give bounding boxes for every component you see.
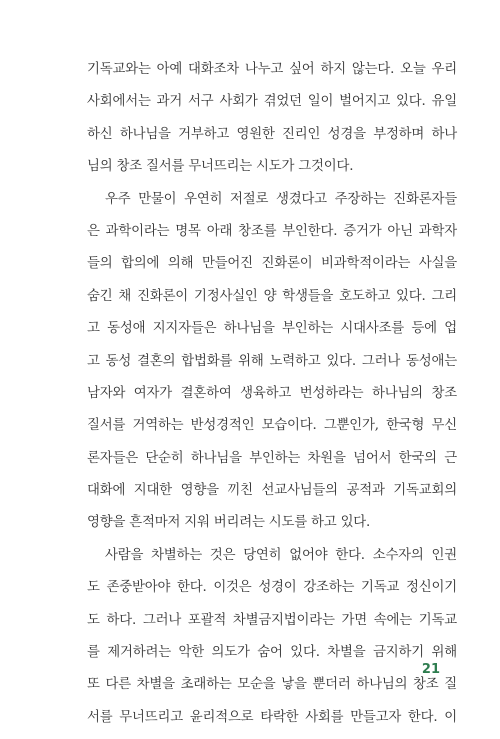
text-line: 를 제거하려는 악한 의도가 숨어 있다. 차별을 금지하기 위해 bbox=[87, 645, 457, 661]
text-line: 서를 무너뜨리고 윤리적으로 타락한 사회를 만들고자 한다. 이 bbox=[87, 709, 457, 725]
text-line: 론자들은 단순히 하나님을 부인하는 차원을 넘어서 한국의 근 bbox=[87, 450, 457, 466]
text-line: 영향을 흔적마저 지워 버리려는 시도를 하고 있다. bbox=[87, 515, 371, 531]
text-line: 또 다른 차별을 초래하는 모순을 낳을 뿐더러 하나님의 창조 질 bbox=[87, 677, 457, 693]
text-line: 은 과학이라는 명목 아래 창조를 부인한다. 증거가 아닌 과학자 bbox=[87, 223, 457, 239]
text-line: 고 동성애 지지자들은 하나님을 부인하는 시대사조를 등에 업 bbox=[87, 321, 457, 337]
text-line: 숨긴 채 진화론이 기정사실인 양 학생들을 호도하고 있다. 그리 bbox=[87, 288, 457, 304]
page-number: 21 bbox=[421, 662, 440, 677]
text-line: 들의 합의에 의해 만들어진 진화론이 비과학적이라는 사실을 bbox=[87, 256, 457, 272]
text-line: 하신 하나님을 거부하고 영원한 진리인 성경을 부정하며 하나 bbox=[87, 126, 457, 142]
text-line: 우주 만물이 우연히 저절로 생겼다고 주장하는 진화론자들 bbox=[105, 191, 457, 207]
text-line: 님의 창조 질서를 무너뜨리는 시도가 그것이다. bbox=[87, 159, 354, 175]
text-line: 고 동성 결혼의 합법화를 위해 노력하고 있다. 그러나 동성애는 bbox=[87, 353, 457, 369]
text-line: 도 존중받아야 한다. 이것은 성경이 강조하는 기독교 정신이기 bbox=[87, 580, 457, 596]
text-line: 사람을 차별하는 것은 당연히 없어야 한다. 소수자의 인권 bbox=[105, 547, 457, 563]
body-text bbox=[87, 54, 457, 734]
text-line: 질서를 거역하는 반성경적인 모습이다. 그뿐인가, 한국형 무신 bbox=[87, 418, 457, 434]
text-line: 도 하다. 그러나 포괄적 차별금지법이라는 가면 속에는 기독교 bbox=[87, 612, 457, 628]
text-line: 대화에 지대한 영향을 끼친 선교사님들의 공적과 기독교회의 bbox=[87, 483, 457, 499]
text-line: 기독교와는 아예 대화조차 나누고 싶어 하지 않는다. 오늘 우리 bbox=[87, 62, 457, 77]
text-line: 사회에서는 과거 서구 사회가 겪었던 일이 벌어지고 있다. 유일 bbox=[87, 94, 457, 110]
text-line: 남자와 여자가 결혼하여 생육하고 번성하라는 하나님의 창조 bbox=[87, 385, 457, 401]
